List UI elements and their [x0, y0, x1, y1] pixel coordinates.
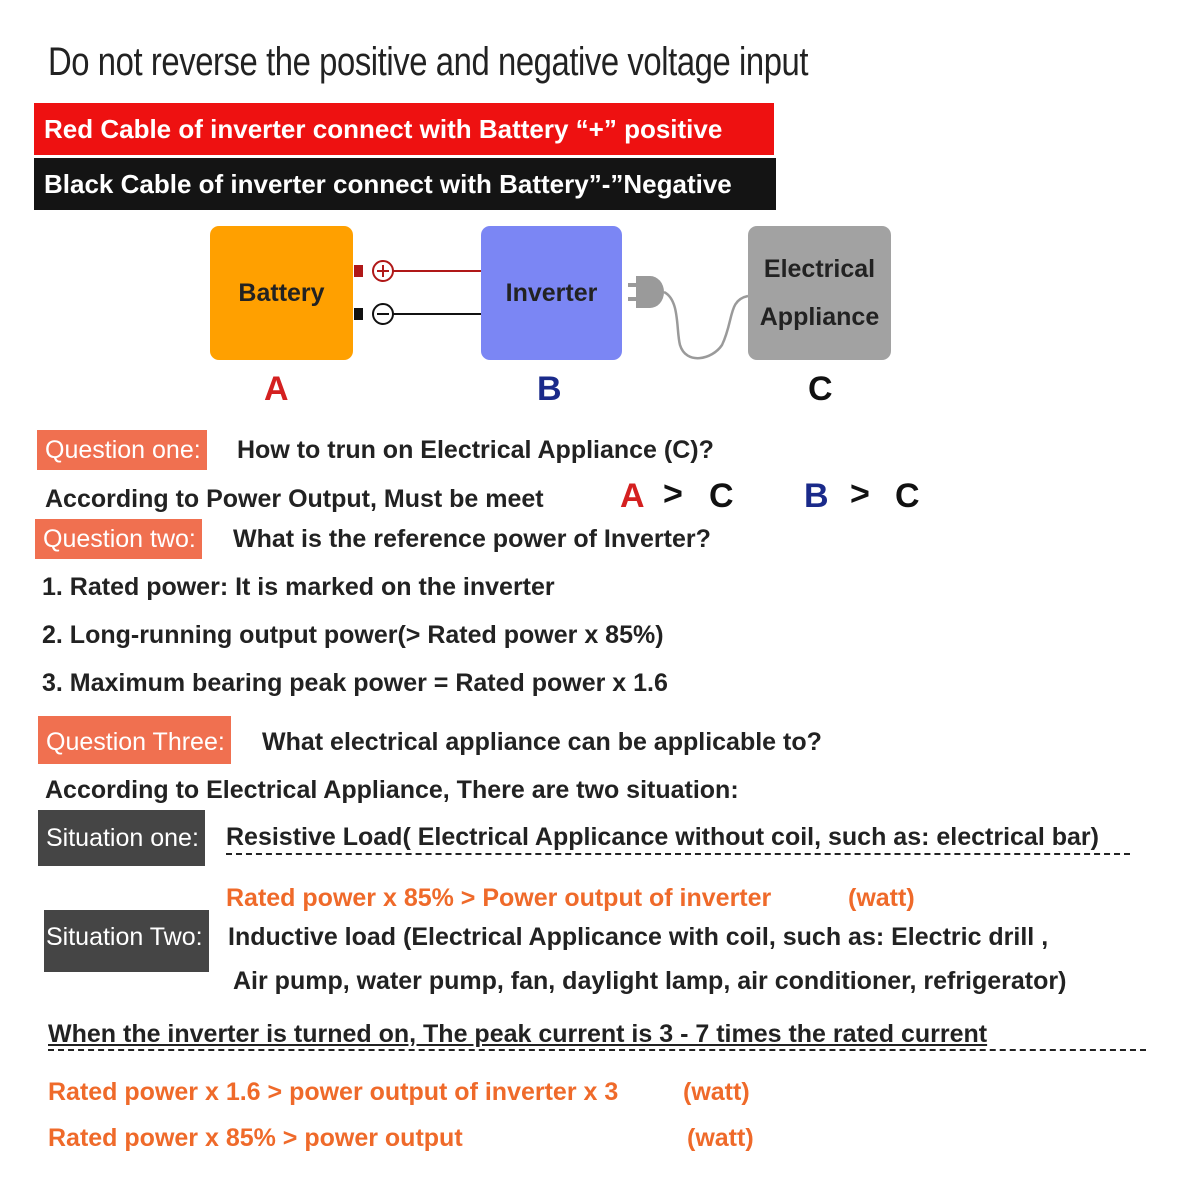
situation-two-unit-2: (watt) — [687, 1124, 754, 1152]
appliance-label-line1: Electrical — [763, 255, 876, 283]
connection-diagram — [0, 0, 1200, 420]
question-three-tag: Question Three: — [38, 716, 231, 764]
red-cable-banner: Red Cable of inverter connect with Battery “+” positive — [34, 103, 774, 155]
question-three-line: According to Electrical Appliance, There are two situation: — [45, 776, 739, 804]
black-cable-banner: Black Cable of inverter connect with Battery”-”Negative — [34, 158, 776, 210]
situation-two-formula-2: Rated power x 85% > power output — [48, 1124, 463, 1152]
situation-one-unit: (watt) — [848, 884, 915, 912]
compare-gt-1: > — [663, 475, 683, 513]
situation-two-unit-1: (watt) — [683, 1078, 750, 1106]
plug-icon — [628, 276, 664, 308]
situation-two-text-line1: Inductive load (Electrical Applicance with coil, such as: Electric drill , — [228, 923, 1049, 951]
situation-two-text-line2: Air pump, water pump, fan, daylight lamp, air conditioner, refrigerator) — [233, 967, 1067, 995]
situation-two-tag: Situation Two: — [44, 910, 209, 972]
question-one-condition: According to Power Output, Must be meet — [45, 485, 544, 513]
battery-label: Battery — [238, 278, 325, 307]
question-one-tag: Question one: — [37, 430, 207, 470]
label-a: A — [264, 370, 289, 408]
appliance-cord — [664, 292, 748, 358]
question-two-tag: Question two: — [35, 519, 202, 559]
underline-divider — [226, 853, 1130, 855]
situation-one-text: Resistive Load( Electrical Applicance without coil, such as: electrical bar) — [226, 823, 1099, 851]
peak-current-note: When the inverter is turned on, The peak current is 3 - 7 times the rated current — [48, 1020, 988, 1048]
compare-c-2: C — [895, 477, 920, 515]
appliance-label-line2: Appliance — [759, 303, 880, 331]
list-item: 3. Maximum bearing peak power = Rated power x 1.6 — [42, 669, 668, 697]
positive-terminal — [354, 265, 363, 277]
question-one-text: How to trun on Electrical Appliance (C)? — [237, 436, 714, 464]
situation-two-formula-1: Rated power x 1.6 > power output of inverter x 3 — [48, 1078, 619, 1106]
compare-c-1: C — [709, 477, 734, 515]
list-item: 1. Rated power: It is marked on the inverter — [42, 573, 555, 601]
label-b: B — [537, 370, 562, 408]
situation-one-formula: Rated power x 85% > Power output of inverter — [226, 884, 772, 912]
compare-a: A — [620, 477, 645, 515]
underline-divider — [48, 1049, 1146, 1051]
list-item: 2. Long-running output power(> Rated power x 85%) — [42, 621, 664, 649]
negative-terminal — [354, 308, 363, 320]
compare-b: B — [804, 477, 829, 515]
inverter-label: Inverter — [505, 278, 598, 307]
question-three-text: What electrical appliance can be applicable to? — [262, 728, 822, 756]
page-title: Do not reverse the positive and negative voltage input — [48, 40, 809, 84]
compare-gt-2: > — [850, 475, 870, 513]
label-c: C — [808, 370, 833, 408]
question-two-text: What is the reference power of Inverter? — [233, 525, 711, 553]
situation-one-tag: Situation one: — [38, 810, 205, 866]
